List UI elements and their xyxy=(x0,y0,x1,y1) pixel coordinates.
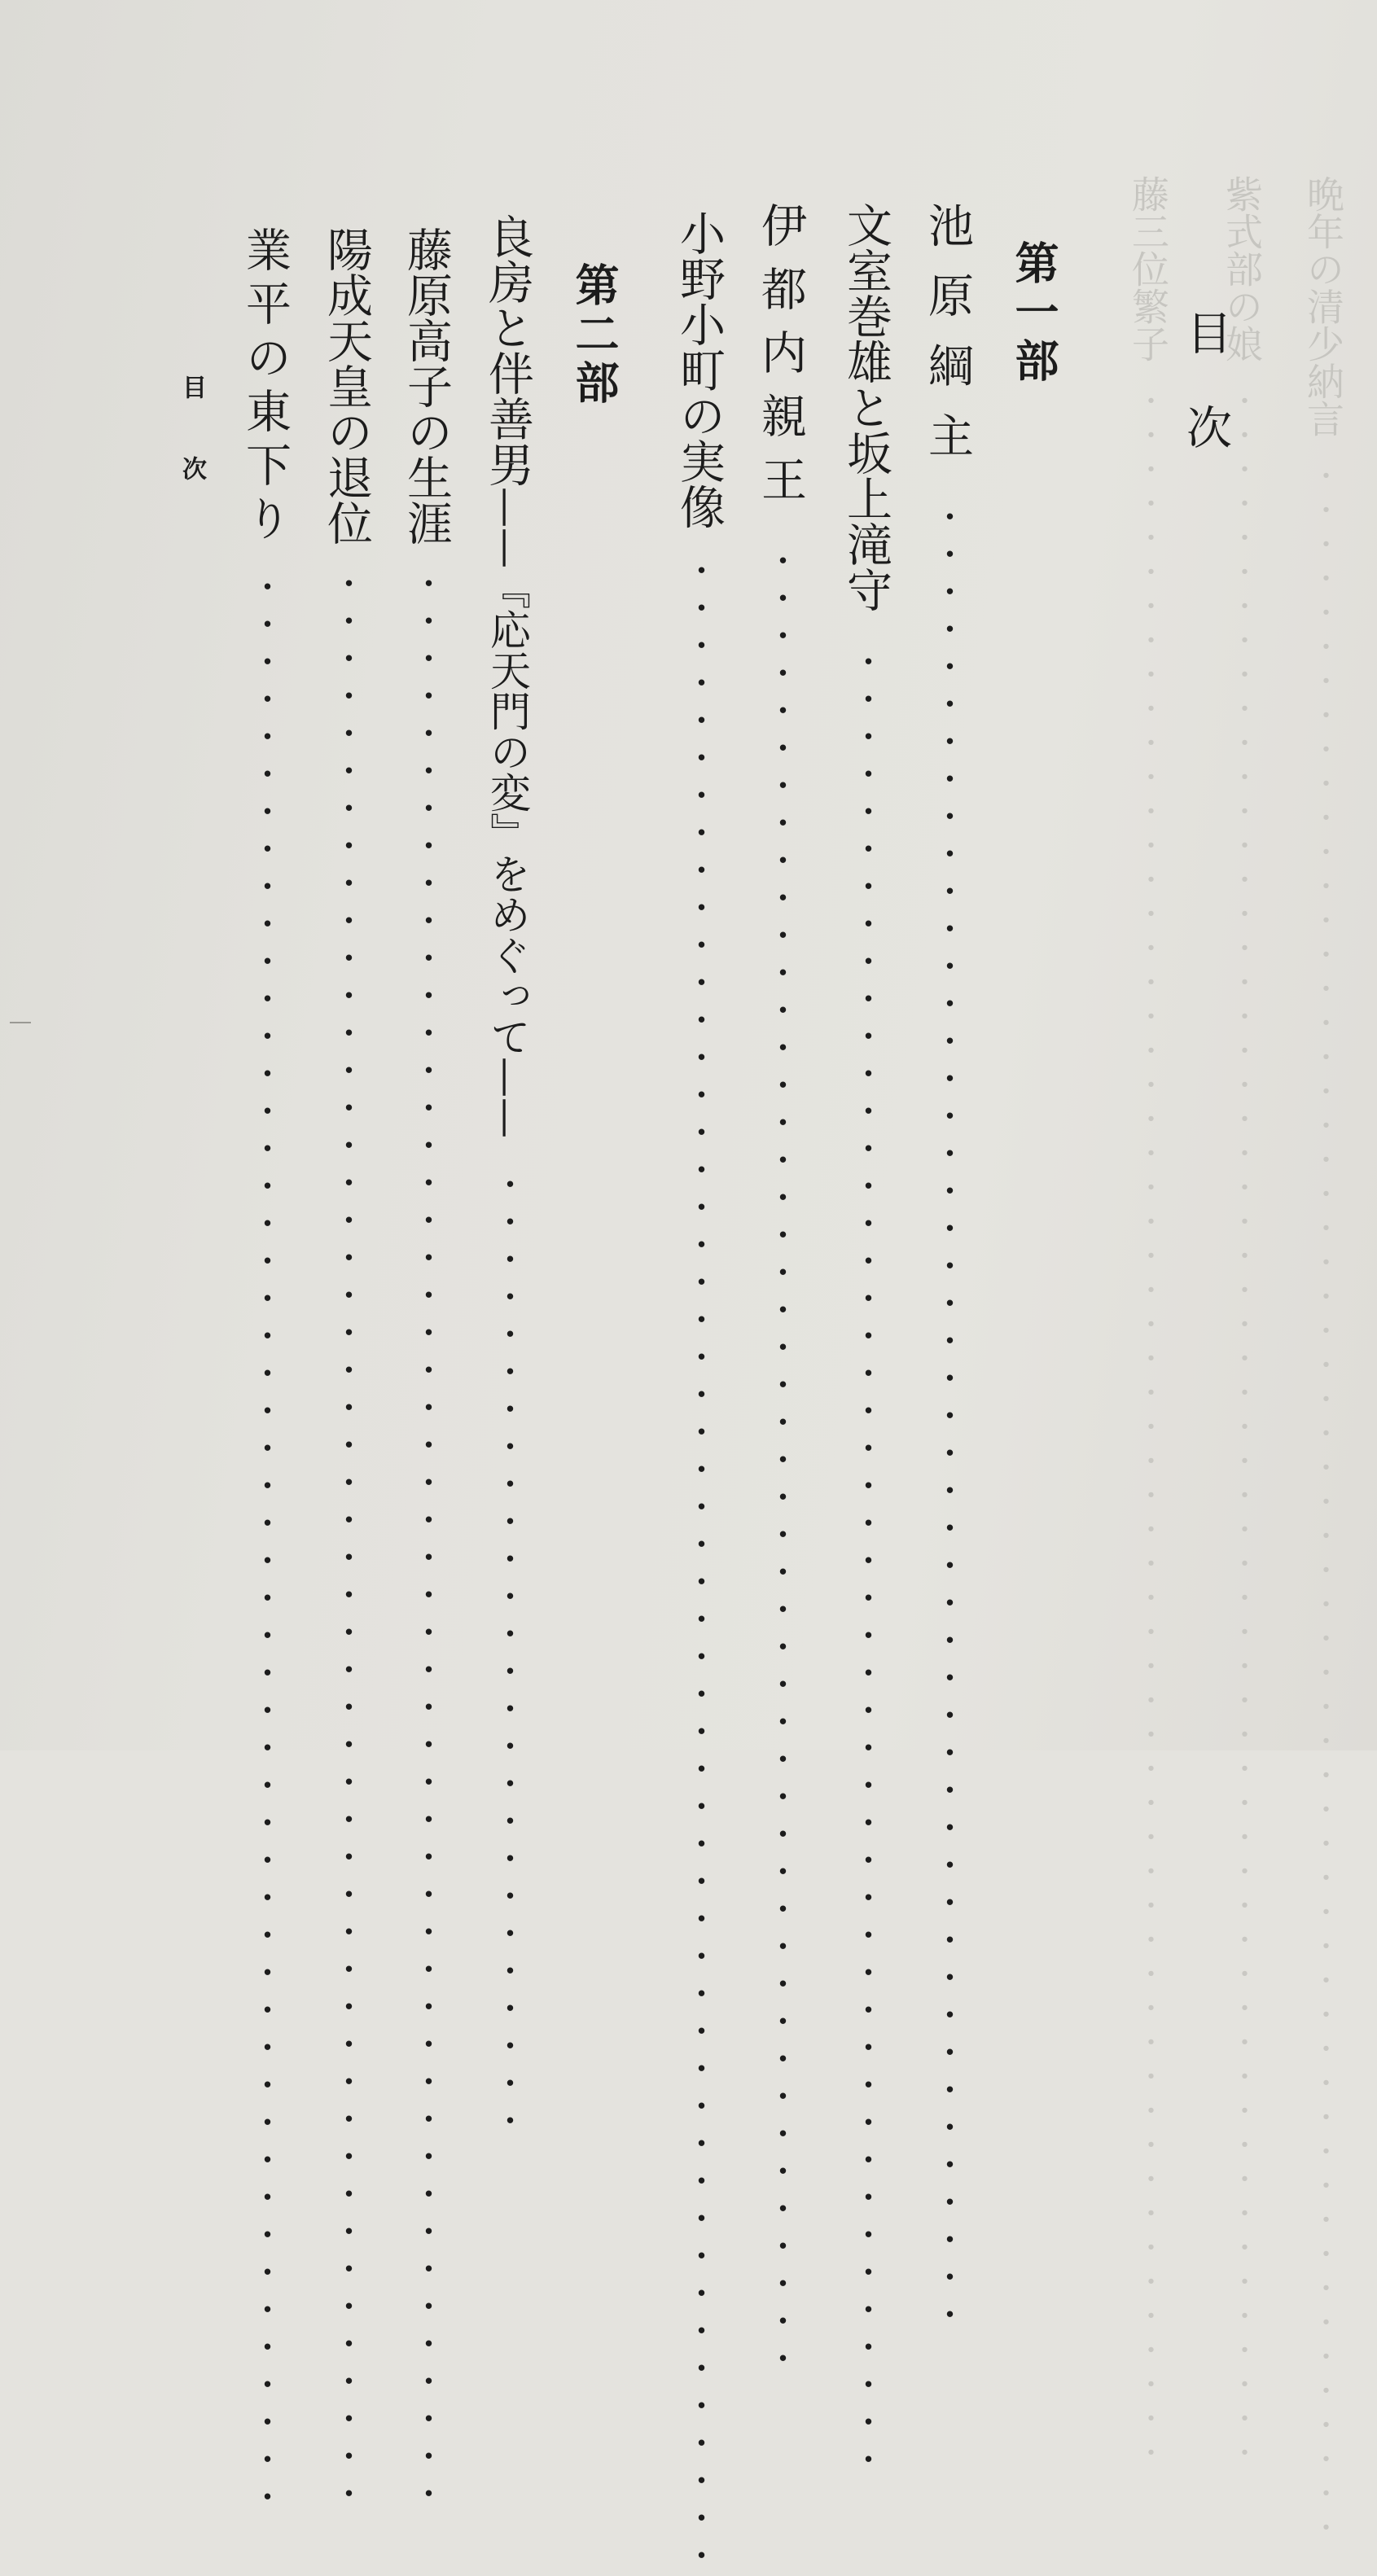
dot-leader: ・・・・・・・・・・・・・・・・・・・・・・・・・・・・・・・・・・・・・・・・・・・・・・・・・ xyxy=(847,645,884,2480)
entry-title: 文室巻雄と坂上滝守 xyxy=(840,202,892,612)
ghost-entry: 晩年の清少納言 ・・・・・・・・・・・・・・・・・・・・・・・・・・・・・・・・・・・・・・・・・・・・・・・・・・・・・・・・・・・・・ xyxy=(1301,175,1345,2548)
part-heading: 第一部 xyxy=(1008,240,1060,387)
entry-title: 小野小町の実像 xyxy=(673,210,726,529)
dot-leader: ・・・・・・・・・・・・・・・・・・・・・・・・・・・・・・・・・・・・・・・・・・・・・・・・・・・・・・ xyxy=(680,554,717,2576)
entry-title: 藤原高子の生涯 xyxy=(400,226,453,545)
dot-leader: ・・・・・・・・・・・・・・・・・・・・・・・・・・・・・・・・・・・・・・・・・・・・・・・・・・・・ xyxy=(407,567,445,2514)
toc-entry xyxy=(319,0,373,2514)
dot-leader: ・・・・・・・・・・・・・・・・・・・・・・・・・・・・・・・・・・・・・・・・・・・・・・・・・ xyxy=(761,544,799,2379)
edge-mark xyxy=(10,1022,31,1023)
toc-entry xyxy=(753,0,807,2379)
toc-entry xyxy=(839,0,892,2480)
dot-leader: ・・・・・・・・・・・・・・・・・・・・・・・・・・・・・・・・・・・・・・・・・・・・・・・・・ xyxy=(928,500,966,2335)
toc-title xyxy=(1177,0,1234,2060)
toc-entry xyxy=(672,0,726,2576)
running-footer xyxy=(175,0,208,2125)
toc-entry xyxy=(238,0,292,2517)
dot-leader: ・・・・・・・・・・・・・・・・・・・・・・・・・・・・・・・・・・・・・・・・・・・・・・・・・・・・ xyxy=(327,567,365,2514)
dot-leader: ・・・・・・・・・・・・・・・・・・・・・・・・・・ xyxy=(489,1168,526,2141)
part2-heading xyxy=(566,0,623,2013)
page-title: 目次 xyxy=(1179,309,1232,498)
dot-leader: ・・・・・・・・・・・・・・・・・・・・・・・・・・・・・・・・・・・・・・・・・・・・・・・・・・・・ xyxy=(246,570,283,2517)
entry-title: 伊都内親王 xyxy=(754,202,807,519)
part-heading: 第二部 xyxy=(568,262,621,409)
footer-label: 目次 xyxy=(178,375,206,537)
ghost-entry: 藤三位繁子 ・・・・・・・・・・・・・・・・・・・・・・・・・・・・・・・・・・・・・・・・・・・・・・・・・・・・・・・・・・・・・ xyxy=(1126,175,1170,2473)
entry-subtitle: ——『応天門の変』をめぐって—— xyxy=(484,487,531,1138)
entry-title: 業平の東下り xyxy=(239,226,292,549)
entry-title: 池原綱主 xyxy=(921,202,974,482)
part1-heading xyxy=(1006,0,1063,1991)
ghost-entry: 紫式部の娘 ・・・・・・・・・・・・・・・・・・・・・・・・・・・・・・・・・・・・・・・・・・・・・・・・・・・・・・・・・・・・・ xyxy=(1220,175,1264,2473)
toc-entry xyxy=(399,0,453,2514)
toc-entry xyxy=(480,0,534,2141)
toc-entry xyxy=(920,0,974,2335)
ghost-entry-text: 藤三位繁子 xyxy=(1126,175,1170,362)
entry-title: 陽成天皇の退位 xyxy=(320,226,373,545)
entry-title: 良房と伴善男 xyxy=(481,213,534,487)
ghost-entry-text: 紫式部の娘 xyxy=(1220,175,1264,362)
ghost-entry-text: 晩年の清少納言 xyxy=(1301,175,1345,437)
